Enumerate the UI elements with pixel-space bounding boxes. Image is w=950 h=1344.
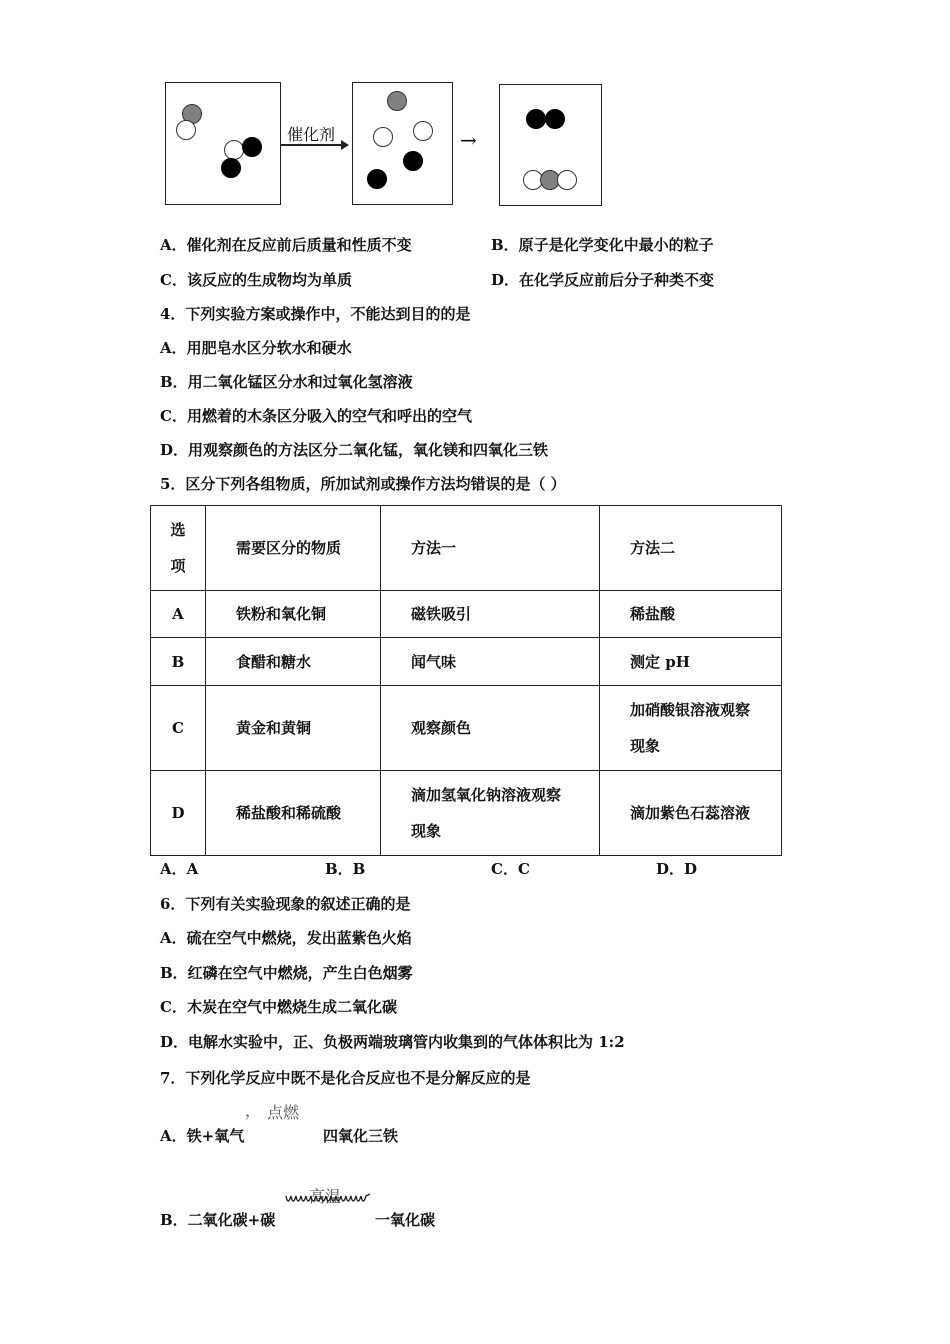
q3-option-d: D．在化学反应前后分子种类不变 [491, 271, 715, 289]
row-substances: 食醋和糖水 [206, 638, 381, 686]
gray-atom [387, 91, 407, 111]
table-row [151, 771, 782, 856]
catalyst-label: 催化剂 [287, 125, 336, 144]
white-atom [557, 170, 577, 190]
black-atom [545, 109, 565, 129]
intermediate-box [352, 82, 453, 205]
q7-b-condition: 高温 [309, 1187, 342, 1206]
arrow-1 [281, 144, 345, 146]
q5-answer-a: A．A [160, 860, 199, 878]
q5-answer-b: B．B [325, 860, 366, 878]
black-atom [403, 151, 423, 171]
q4-option-d: D．用观察颜色的方法区分二氧化锰，氧化镁和四氧化三铁 [160, 441, 549, 459]
q7-a-reactants: A．铁+氧气 [160, 1127, 245, 1145]
white-atom [224, 140, 244, 160]
row-method2: 加硝酸银溶液观察 现象 [600, 686, 782, 771]
q4-option-a: A．用肥皂水区分软水和硬水 [160, 339, 352, 357]
q3-option-c: C．该反应的生成物均为单质 [160, 271, 352, 289]
black-atom [526, 109, 546, 129]
row-substances: 黄金和黄铜 [206, 686, 381, 771]
white-atom [413, 121, 433, 141]
q6-option-a: A．硫在空气中燃烧，发出蓝紫色火焰 [160, 929, 412, 947]
q5-answer-d: D．D [656, 860, 698, 878]
header-method2: 方法二 [600, 506, 782, 591]
row-method2: 测定 pH [600, 638, 782, 686]
q7-a-condition: 点燃 [267, 1103, 300, 1122]
q6-option-c: C．木炭在空气中燃烧生成二氧化碳 [160, 998, 397, 1016]
table-row [151, 638, 782, 686]
row-method1: 观察颜色 [381, 686, 600, 771]
row-substances: 铁粉和氧化铜 [206, 591, 381, 638]
q3-option-a: A．催化剂在反应前后质量和性质不变 [160, 236, 412, 254]
row-option: A [151, 591, 206, 638]
table-row [151, 591, 782, 638]
black-atom [242, 137, 262, 157]
white-atom [176, 120, 196, 140]
row-option: C [151, 686, 206, 771]
q5-answer-c: C．C [491, 860, 530, 878]
q7-b-reactants: B．二氧化碳+碳 [160, 1211, 276, 1229]
black-atom [367, 169, 387, 189]
q4-stem: 4．下列实验方案或操作中，不能达到目的的是 [160, 305, 471, 323]
q4-option-b: B．用二氧化锰区分水和过氧化氢溶液 [160, 373, 413, 391]
arrow-2: → [460, 128, 477, 152]
q7-a-product: 四氧化三铁 [323, 1127, 399, 1145]
reactants-box [165, 82, 281, 205]
row-option: D [151, 771, 206, 856]
header-option: 选 项 [151, 506, 206, 591]
row-option: B [151, 638, 206, 686]
row-method2: 稀盐酸 [600, 591, 782, 638]
q6-stem: 6．下列有关实验现象的叙述正确的是 [160, 895, 411, 913]
q3-option-b: B．原子是化学变化中最小的粒子 [491, 236, 714, 254]
q6-option-b: B．红磷在空气中燃烧，产生白色烟雾 [160, 964, 413, 982]
row-method1: 滴加氢氧化钠溶液观察 现象 [381, 771, 600, 856]
header-substances: 需要区分的物质 [206, 506, 381, 591]
black-atom [221, 158, 241, 178]
q4-option-c: C．用燃着的木条区分吸入的空气和呼出的空气 [160, 407, 472, 425]
q5-stem: 5．区分下列各组物质，所加试剂或操作方法均错误的是（ ） [160, 475, 566, 493]
q7-stem: 7．下列化学反应中既不是化合反应也不是分解反应的是 [160, 1069, 531, 1087]
table-row [151, 686, 782, 771]
q7-b-reaction-arrow [284, 1192, 372, 1208]
q6-option-d: D．电解水实验中，正、负极两端玻璃管内收集到的气体体积比为 1:2 [160, 1033, 625, 1051]
arrow-1-head [341, 140, 349, 150]
row-method1: 闻气味 [381, 638, 600, 686]
row-method2: 滴加紫色石蕊溶液 [600, 771, 782, 856]
white-atom [373, 127, 393, 147]
q5-table [150, 505, 782, 856]
products-box [499, 84, 602, 206]
header-method1: 方法一 [381, 506, 600, 591]
row-substances: 稀盐酸和稀硫酸 [206, 771, 381, 856]
q7-a-mark: ， [245, 1101, 262, 1120]
row-method1: 磁铁吸引 [381, 591, 600, 638]
table-header-row [151, 506, 782, 591]
q7-b-product: 一氧化碳 [375, 1211, 436, 1229]
